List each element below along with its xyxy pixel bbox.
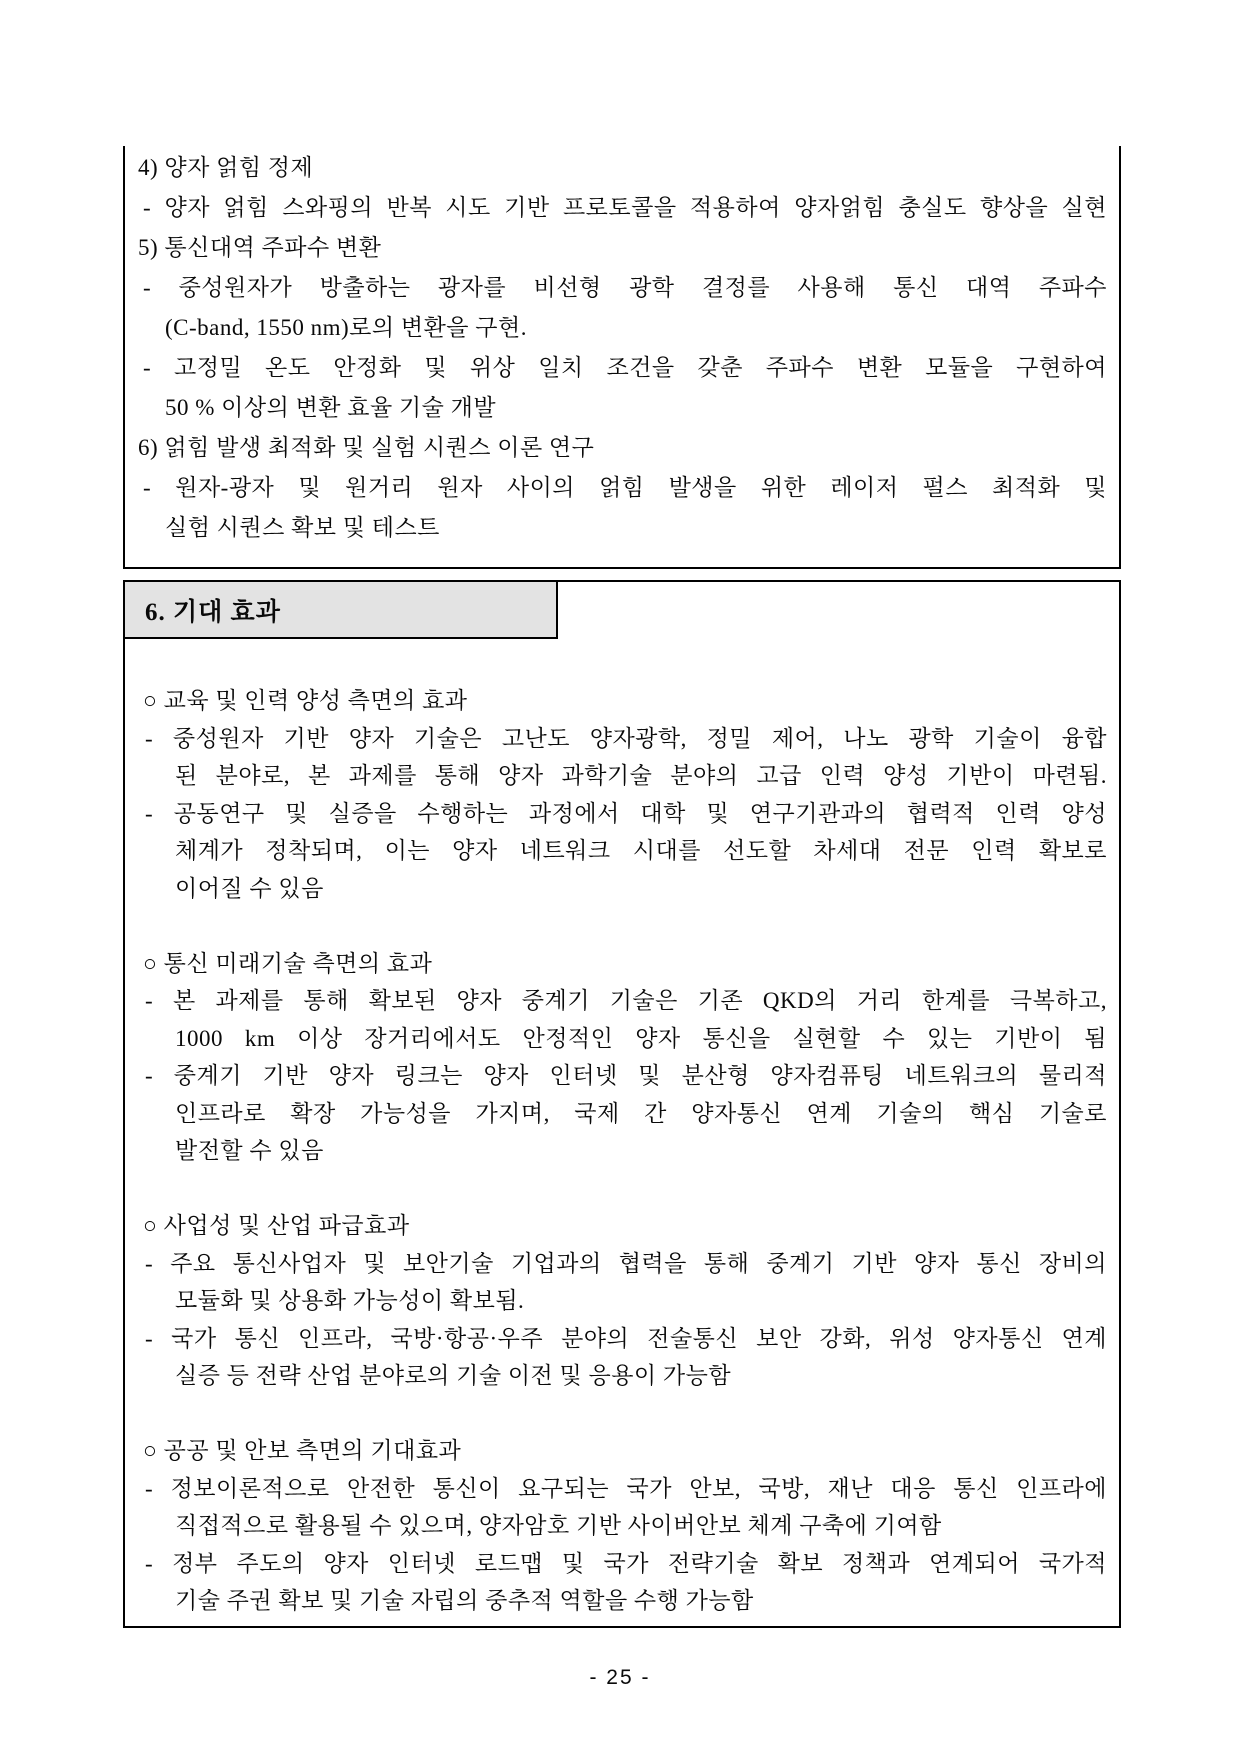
text-line: 된 분야로, 본 과제를 통해 양자 과학기술 분야의 고급 인력 양성 기반이 마련됨. bbox=[175, 763, 1107, 788]
text-line: ○ 사업성 및 산업 파급효과 bbox=[143, 1213, 410, 1238]
text-line: 이어질 수 있음 bbox=[175, 875, 324, 901]
text-line: ○ 교육 및 인력 양성 측면의 효과 bbox=[143, 688, 468, 713]
text-line: 직접적으로 활용될 수 있으며, 양자암호 기반 사이버안보 체계 구축에 기여함 bbox=[175, 1513, 942, 1538]
blank-line bbox=[125, 1395, 1119, 1433]
text-line: ○ 공공 및 안보 측면의 기대효과 bbox=[143, 1438, 462, 1463]
text-line: - 원자-광자 및 원거리 원자 사이의 얽힘 발생을 위한 레이저 펄스 최적화 및 bbox=[143, 475, 1107, 500]
text-line: 모듈화 및 상용화 가능성이 확보됨. bbox=[175, 1288, 525, 1313]
text-line: 실험 시퀀스 확보 및 테스트 bbox=[165, 515, 440, 540]
text-line: - 중계기 기반 양자 링크는 양자 인터넷 및 분산형 양자컴퓨팅 네트워크의 물리적 bbox=[145, 1063, 1107, 1088]
text-line: - 국가 통신 인프라, 국방·항공·우주 분야의 전술통신 보안 강화, 위성 양자통신 연계 bbox=[145, 1325, 1107, 1351]
text-line: 인프라로 확장 가능성을 가지며, 국제 간 양자통신 연계 기술의 핵심 기술로 bbox=[175, 1100, 1107, 1126]
text-line: - 본 과제를 통해 확보된 양자 중계기 기술은 기존 QKD의 거리 한계를 극복하고, bbox=[145, 988, 1107, 1013]
text-line: 기술 주권 확보 및 기술 자립의 중추적 역할을 수행 가능함 bbox=[175, 1588, 754, 1613]
text-line: (C-band, 1550 nm)로의 변환을 구현. bbox=[165, 315, 527, 340]
text-line: - 정부 주도의 양자 인터넷 로드맵 및 국가 전략기술 확보 정책과 연계되어 국가적 bbox=[145, 1550, 1107, 1576]
text-line: 발전할 수 있음 bbox=[175, 1138, 324, 1163]
text-line: 6) 얽힘 발생 최적화 및 실험 시퀀스 이론 연구 bbox=[138, 435, 595, 460]
section-5-continued-box bbox=[123, 146, 1121, 569]
box1-text-lines bbox=[125, 148, 1119, 548]
text-line: 1000 km 이상 장거리에서도 안정적인 양자 통신을 실현할 수 있는 기반이 됨 bbox=[175, 1025, 1107, 1051]
text-line: 실증 등 전략 산업 분야로의 기술 이전 및 응용이 가능함 bbox=[175, 1363, 732, 1388]
section-6-expected-effects-box bbox=[123, 580, 1121, 1628]
text-line: 4) 양자 얽힘 정제 bbox=[138, 155, 314, 180]
text-line: 50 % 이상의 변환 효율 기술 개발 bbox=[165, 395, 497, 420]
text-line: - 주요 통신사업자 및 보안기술 기업과의 협력을 통해 중계기 기반 양자 통신 장비의 bbox=[145, 1250, 1107, 1276]
blank-line bbox=[125, 1170, 1119, 1208]
text-line: - 양자 얽힘 스와핑의 반복 시도 기반 프로토콜을 적용하여 양자얽힘 충실도 향상을 실현 bbox=[143, 195, 1107, 220]
page-number: - 25 - bbox=[589, 1666, 651, 1689]
text-line: - 중성원자 기반 양자 기술은 고난도 양자광학, 정밀 제어, 나노 광학 기술이 융합 bbox=[145, 725, 1107, 751]
box2-text-lines bbox=[125, 682, 1119, 1620]
section-6-title: 6. 기대 효과 bbox=[145, 598, 281, 626]
section-6-header bbox=[123, 580, 558, 639]
text-line: ○ 통신 미래기술 측면의 효과 bbox=[143, 950, 433, 976]
text-line: - 공동연구 및 실증을 수행하는 과정에서 대학 및 연구기관과의 협력적 인력 양성 bbox=[145, 800, 1107, 826]
text-line: 5) 통신대역 주파수 변환 bbox=[138, 235, 382, 260]
text-line: - 중성원자가 방출하는 광자를 비선형 광학 결정를 사용해 통신 대역 주파수 bbox=[143, 275, 1107, 300]
text-line: - 정보이론적으로 안전한 통신이 요구되는 국가 안보, 국방, 재난 대응 통신 인프라에 bbox=[145, 1475, 1107, 1501]
text-line: - 고정밀 온도 안정화 및 위상 일치 조건을 갖춘 주파수 변환 모듈을 구현하여 bbox=[143, 355, 1107, 380]
blank-line bbox=[125, 907, 1119, 945]
text-line: 체계가 정착되며, 이는 양자 네트워크 시대를 선도할 차세대 전문 인력 확보로 bbox=[175, 838, 1107, 863]
